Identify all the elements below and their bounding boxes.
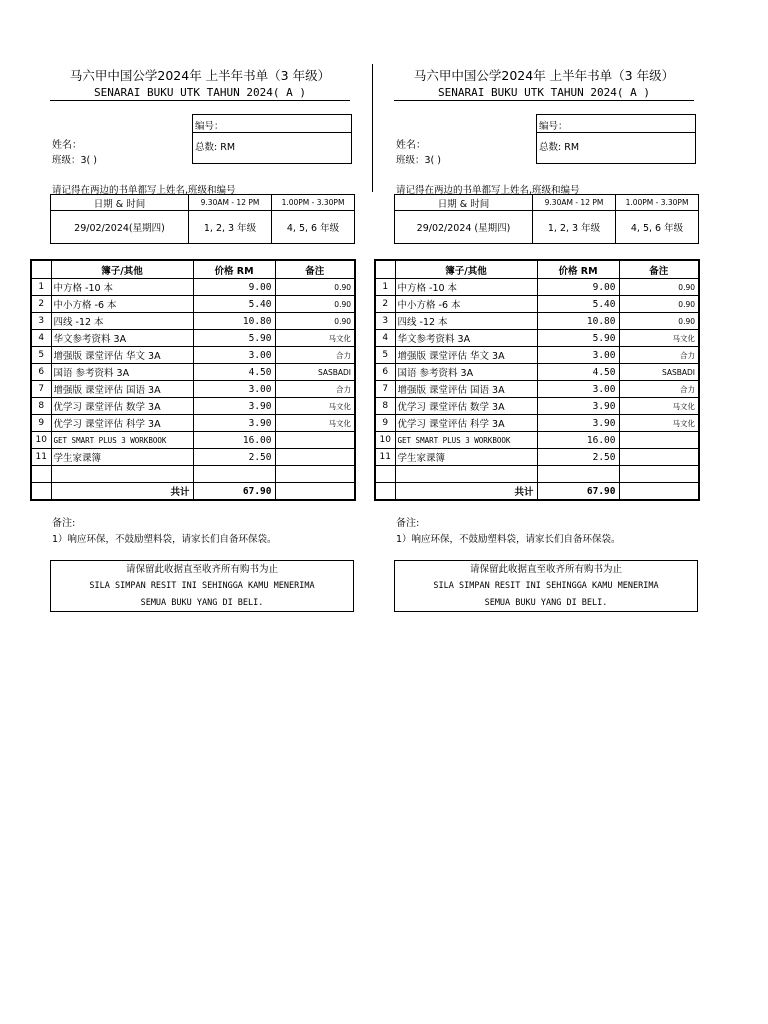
row-remark: 马文化 [275, 415, 355, 432]
total-label: 共计 [395, 483, 537, 501]
row-price: 3.90 [193, 415, 275, 432]
row-item: 中小方格 -6 本 [395, 296, 537, 313]
table-row [375, 330, 699, 347]
schedule-date-header: 日期 & 时间 [51, 195, 189, 211]
row-item: 优学习 课堂评估 科学 3A [395, 415, 537, 432]
page-divider-line [372, 64, 373, 192]
row-item: 增强版 课堂评估 国语 3A [51, 381, 193, 398]
row-item: 四线 -12 本 [395, 313, 537, 330]
row-remark: 0.90 [619, 296, 699, 313]
table-row [375, 313, 699, 330]
row-remark [619, 432, 699, 449]
row-price: 2.50 [193, 449, 275, 466]
receipt-line-malay-1: SILA SIMPAN RESIT INI SEHINGGA KAMU MENERIMA [433, 581, 659, 591]
header-remark: 备注 [619, 260, 699, 279]
row-remark: 0.90 [619, 279, 699, 296]
row-item: 国语 参考资料 3A [51, 364, 193, 381]
schedule-grades-morning: 1, 2, 3 年级 [189, 211, 272, 244]
row-item: GET SMART PLUS 3 WORKBOOK [51, 432, 193, 449]
row-item: 四线 -12 本 [51, 313, 193, 330]
row-remark: 合力 [275, 381, 355, 398]
note-environment: 1）响应环保，不鼓励塑料袋，请家长们自备环保袋。 [52, 534, 277, 545]
blank-cell [537, 466, 619, 483]
table-row [31, 432, 355, 449]
row-item: 优学习 课堂评估 科学 3A [51, 415, 193, 432]
row-remark: 0.90 [619, 313, 699, 330]
row-price: 16.00 [537, 432, 619, 449]
row-item: 国语 参考资料 3A [395, 364, 537, 381]
table-row [31, 449, 355, 466]
total-rm-label: 总数: RM [539, 142, 580, 153]
page-title: 马六甲中国公学2024年 上半年书单（3 年级） [69, 68, 331, 83]
row-number: 1 [31, 279, 51, 296]
id-total-box [192, 114, 352, 164]
total-remark-cell [275, 483, 355, 501]
table-row [31, 398, 355, 415]
row-remark [275, 432, 355, 449]
receipt-line-malay-1: SILA SIMPAN RESIT INI SEHINGGA KAMU MENERIMA [89, 581, 315, 591]
schedule-date: 29/02/2024(星期四) [51, 211, 189, 244]
header-price: 价格 RM [193, 260, 275, 279]
schedule-slot-afternoon: 1.00PM - 3.30PM [616, 195, 699, 211]
row-price: 3.00 [537, 347, 619, 364]
table-row [375, 296, 699, 313]
table-total-row [31, 483, 355, 501]
schedule-grades-afternoon: 4, 5, 6 年级 [616, 211, 699, 244]
row-price: 5.90 [537, 330, 619, 347]
row-price: 9.00 [193, 279, 275, 296]
schedule-slot-afternoon: 1.00PM - 3.30PM [272, 195, 355, 211]
row-item: 增强版 课堂评估 华文 3A [51, 347, 193, 364]
blank-cell [619, 466, 699, 483]
schedule-slot-morning: 9.30AM - 12 PM [189, 195, 272, 211]
row-price: 3.90 [537, 415, 619, 432]
row-price: 3.90 [537, 398, 619, 415]
row-number: 7 [31, 381, 51, 398]
table-row [31, 364, 355, 381]
row-remark: 马文化 [275, 330, 355, 347]
row-price: 2.50 [537, 449, 619, 466]
table-header-row [31, 260, 355, 279]
row-number: 8 [31, 398, 51, 415]
note-header: 备注: [52, 518, 76, 529]
class-label: 班级：3( ) [52, 155, 97, 166]
receipt-line-malay-2: SEMUA BUKU YANG DI BELI. [140, 598, 264, 608]
page-title: 马六甲中国公学2024年 上半年书单（3 年级） [413, 68, 675, 83]
book-list-table [30, 259, 356, 501]
row-item: 学生家课簿 [395, 449, 537, 466]
header-item: 簿子/其他 [51, 260, 193, 279]
row-remark: 合力 [275, 347, 355, 364]
page-subtitle: SENARAI BUKU UTK TAHUN 2024( A ) [50, 86, 350, 101]
row-number: 6 [31, 364, 51, 381]
row-item: 华文参考资料 3A [51, 330, 193, 347]
schedule-table [50, 194, 355, 244]
book-list-page-right [379, 0, 698, 620]
book-list-page-left [35, 0, 354, 620]
id-label: 编号： [537, 115, 695, 133]
table-total-row [375, 483, 699, 501]
total-label: 共计 [51, 483, 193, 501]
table-row [31, 330, 355, 347]
row-item: 增强版 课堂评估 国语 3A [395, 381, 537, 398]
table-row [31, 313, 355, 330]
name-label: 姓名： [396, 140, 426, 151]
note-header: 备注: [396, 518, 420, 529]
header-no-cell [31, 260, 51, 279]
row-item: 学生家课簿 [51, 449, 193, 466]
row-price: 3.90 [193, 398, 275, 415]
table-row [31, 381, 355, 398]
name-label: 姓名： [52, 140, 82, 151]
row-number: 4 [31, 330, 51, 347]
blank-cell [375, 466, 395, 483]
row-remark [619, 449, 699, 466]
table-row [375, 364, 699, 381]
total-blank-cell [375, 483, 395, 501]
row-item: 中方格 -10 本 [395, 279, 537, 296]
row-number: 5 [31, 347, 51, 364]
blank-cell [395, 466, 537, 483]
row-remark: 马文化 [275, 398, 355, 415]
header-no-cell [375, 260, 395, 279]
receipt-notice-box [394, 560, 698, 612]
row-remark: 合力 [619, 381, 699, 398]
row-remark: 马文化 [619, 398, 699, 415]
schedule-slot-morning: 9.30AM - 12 PM [533, 195, 616, 211]
table-row [375, 432, 699, 449]
blank-cell [275, 466, 355, 483]
header-remark: 备注 [275, 260, 355, 279]
row-item: 优学习 课堂评估 数学 3A [51, 398, 193, 415]
total-rm-label: 总数: RM [195, 142, 236, 153]
row-remark: SASBADI [619, 364, 699, 381]
row-number: 4 [375, 330, 395, 347]
page-subtitle: SENARAI BUKU UTK TAHUN 2024( A ) [394, 86, 694, 101]
row-number: 11 [375, 449, 395, 466]
row-price: 5.90 [193, 330, 275, 347]
class-label: 班级：3( ) [396, 155, 441, 166]
row-number: 6 [375, 364, 395, 381]
row-price: 10.80 [193, 313, 275, 330]
row-price: 3.00 [537, 381, 619, 398]
table-row [375, 449, 699, 466]
row-number: 7 [375, 381, 395, 398]
row-price: 3.00 [193, 381, 275, 398]
table-row [375, 415, 699, 432]
total-remark-cell [619, 483, 699, 501]
row-number: 1 [375, 279, 395, 296]
schedule-table [394, 194, 699, 244]
receipt-line-malay-2: SEMUA BUKU YANG DI BELI. [484, 598, 608, 608]
id-label: 编号： [193, 115, 351, 133]
schedule-date: 29/02/2024 (星期四) [395, 211, 533, 244]
table-row [31, 296, 355, 313]
row-price: 9.00 [537, 279, 619, 296]
note-environment: 1）响应环保，不鼓励塑料袋，请家长们自备环保袋。 [396, 534, 621, 545]
header-price: 价格 RM [537, 260, 619, 279]
row-number: 9 [375, 415, 395, 432]
id-total-box [536, 114, 696, 164]
total-value: 67.90 [537, 483, 619, 501]
receipt-notice-box [50, 560, 354, 612]
blank-cell [51, 466, 193, 483]
row-number: 3 [31, 313, 51, 330]
row-price: 4.50 [537, 364, 619, 381]
reminder-text: 请记得在两边的书单都写上姓名,班级和编号 [52, 185, 236, 196]
row-number: 2 [31, 296, 51, 313]
table-blank-row [375, 466, 699, 483]
row-price: 16.00 [193, 432, 275, 449]
table-row [31, 415, 355, 432]
row-number: 3 [375, 313, 395, 330]
header-item: 簿子/其他 [395, 260, 537, 279]
row-remark: 0.90 [275, 279, 355, 296]
receipt-line-chinese: 请保留此收据直至收齐所有购书为止 [125, 564, 278, 575]
book-list-table [374, 259, 700, 501]
row-item: 中小方格 -6 本 [51, 296, 193, 313]
row-item: 优学习 课堂评估 数学 3A [395, 398, 537, 415]
table-row [375, 381, 699, 398]
row-number: 2 [375, 296, 395, 313]
blank-cell [193, 466, 275, 483]
row-price: 10.80 [537, 313, 619, 330]
table-row [31, 279, 355, 296]
receipt-line-chinese: 请保留此收据直至收齐所有购书为止 [469, 564, 622, 575]
row-remark: 合力 [619, 347, 699, 364]
row-remark: 马文化 [619, 330, 699, 347]
row-item: 华文参考资料 3A [395, 330, 537, 347]
schedule-grades-afternoon: 4, 5, 6 年级 [272, 211, 355, 244]
row-number: 11 [31, 449, 51, 466]
schedule-date-header: 日期 & 时间 [395, 195, 533, 211]
table-row [375, 398, 699, 415]
row-remark: SASBADI [275, 364, 355, 381]
row-number: 10 [375, 432, 395, 449]
total-blank-cell [31, 483, 51, 501]
row-price: 3.00 [193, 347, 275, 364]
row-remark: 0.90 [275, 296, 355, 313]
row-number: 8 [375, 398, 395, 415]
row-remark: 0.90 [275, 313, 355, 330]
row-item: GET SMART PLUS 3 WORKBOOK [395, 432, 537, 449]
schedule-grades-morning: 1, 2, 3 年级 [533, 211, 616, 244]
row-price: 4.50 [193, 364, 275, 381]
table-blank-row [31, 466, 355, 483]
table-row [375, 347, 699, 364]
row-number: 10 [31, 432, 51, 449]
row-number: 5 [375, 347, 395, 364]
total-value: 67.90 [193, 483, 275, 501]
row-price: 5.40 [193, 296, 275, 313]
row-price: 5.40 [537, 296, 619, 313]
row-number: 9 [31, 415, 51, 432]
reminder-text: 请记得在两边的书单都写上姓名,班级和编号 [396, 185, 580, 196]
table-row [375, 279, 699, 296]
row-item: 增强版 课堂评估 华文 3A [395, 347, 537, 364]
table-header-row [375, 260, 699, 279]
blank-cell [31, 466, 51, 483]
table-row [31, 347, 355, 364]
row-remark [275, 449, 355, 466]
row-item: 中方格 -10 本 [51, 279, 193, 296]
row-remark: 马文化 [619, 415, 699, 432]
